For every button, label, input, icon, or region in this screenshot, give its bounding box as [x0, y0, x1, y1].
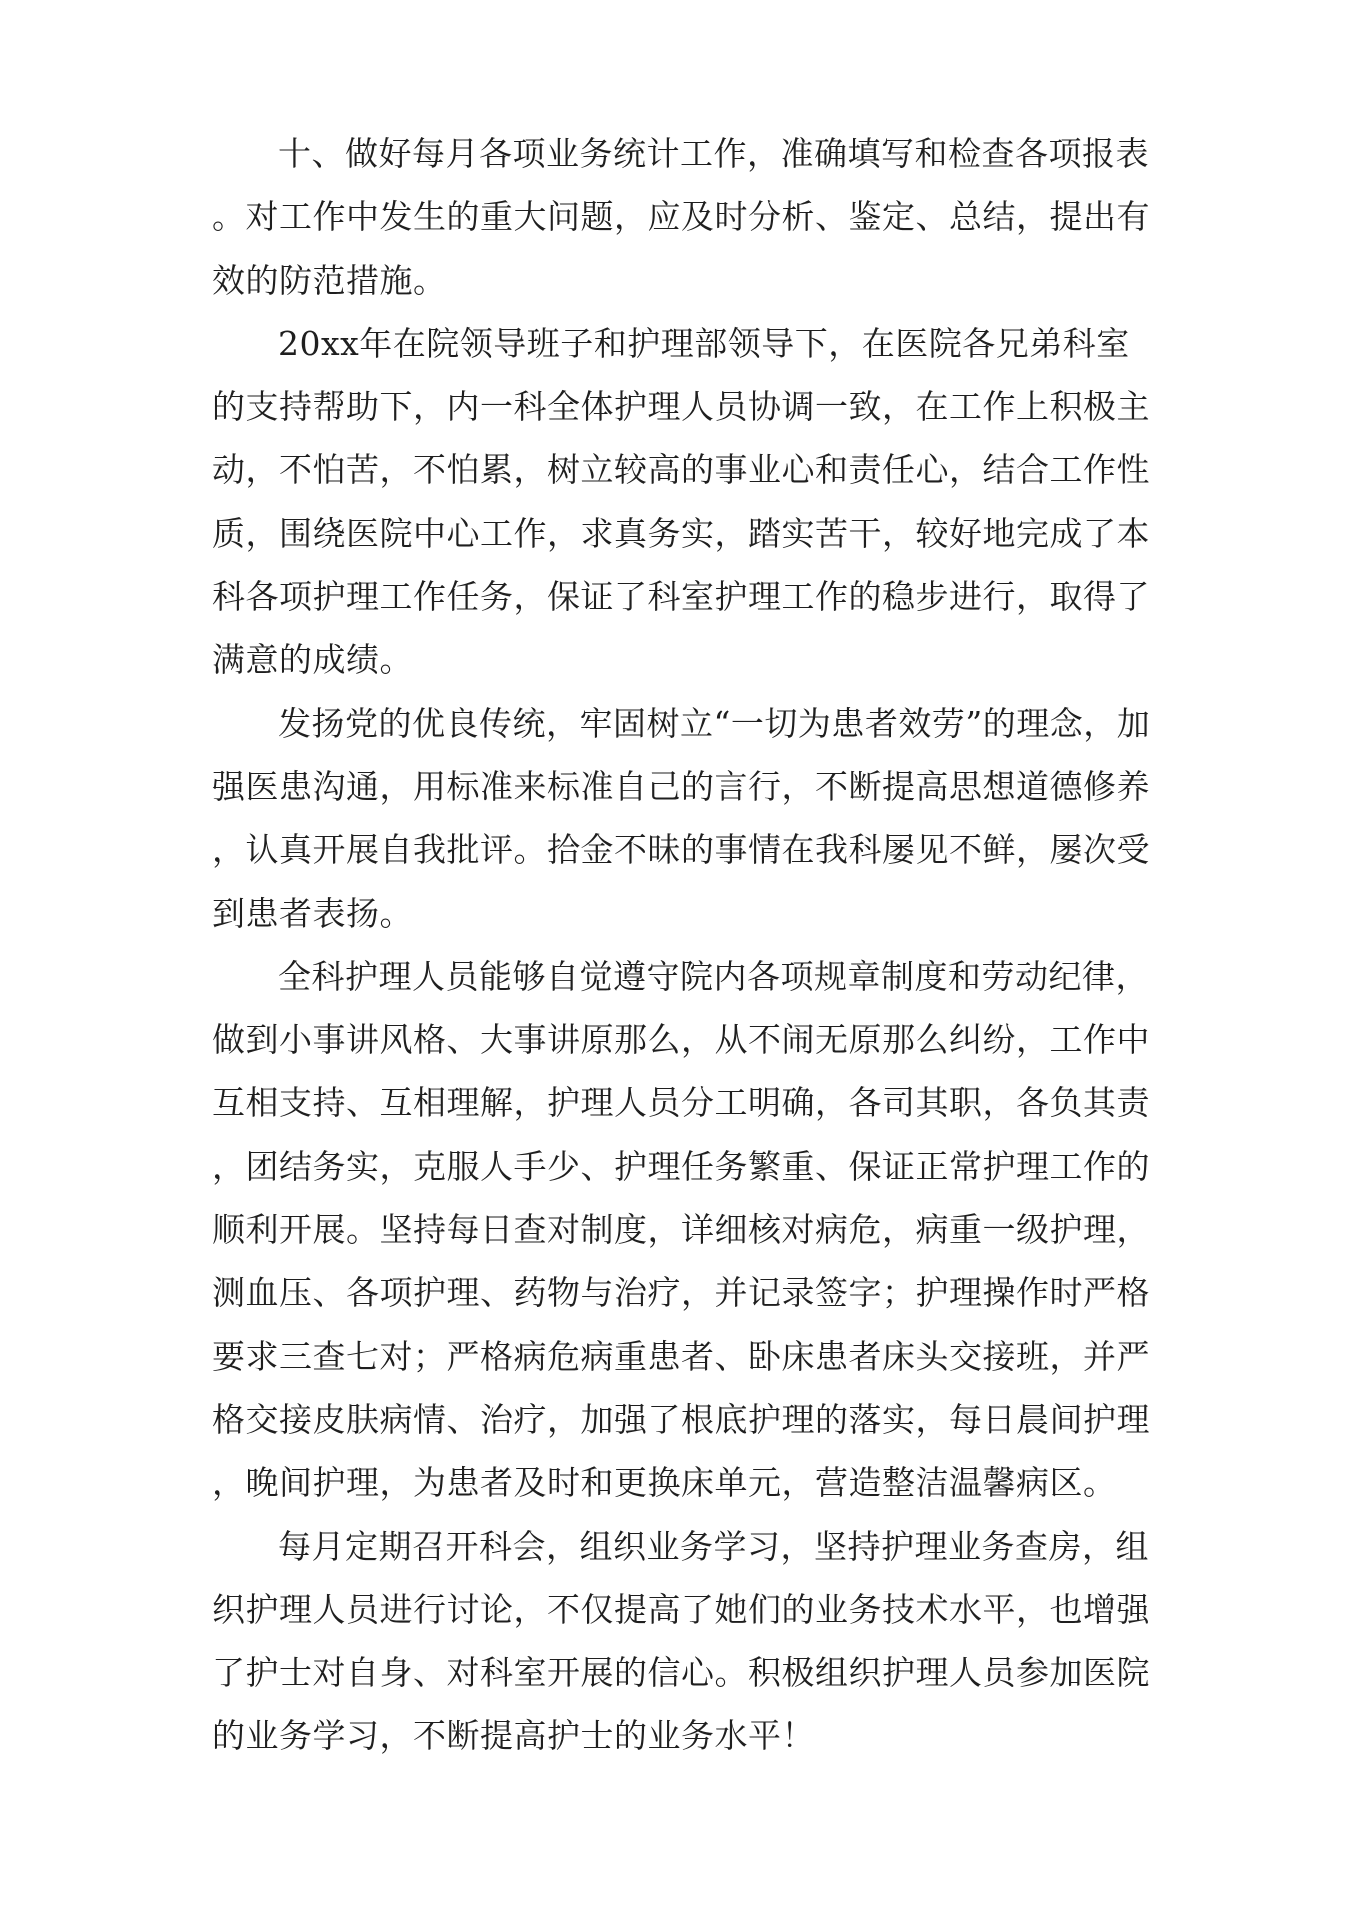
- paragraph-annual-summary: 20xx年在院领导班子和护理部领导下，在医院各兄弟科室的支持帮助下，内一科全体护理人员协调一致，在工作上积极主动，不怕苦，不怕累，树立较高的事业心和责任心，结合工作性质，围绕医院中心工作，求真务实，踏实苦干，较好地完成了本科各项护理工作任务，保证了科室护理工作的稳步进行，取得了满意的成绩。: [212, 323, 1150, 680]
- paragraph-discipline-nursing: 全科护理人员能够自觉遵守院内各项规章制度和劳动纪律，做到小事讲风格、大事讲原那么，从不闹无原那么纠纷，工作中互相支持、互相理解，护理人员分工明确，各司其职，各负其责，团结务实，克服人手少、护理任务繁重、保证正常护理工作的顺利开展。坚持每日查对制度，详细核对病危，病重一级护理，测血压、各项护理、药物与治疗，并记录签字；护理操作时严格要求三查七对；严格病危病重患者、卧床患者床头交接班，并严格交接皮肤病情、治疗，加强了根底护理的落实，每日晨间护理，晚间护理，为患者及时和更换床单元，营造整洁温馨病区。: [212, 956, 1150, 1503]
- document-body: [212, 122, 1162, 1768]
- paragraph-statistics-reports: 十、做好每月各项业务统计工作，准确填写和检查各项报表。对工作中发生的重大问题，应及时分析、鉴定、总结，提出有效的防范措施。: [212, 134, 1150, 300]
- paragraph-service-ethics: 发扬党的优良传统，牢固树立“一切为患者效劳”的理念，加强医患沟通，用标准来标准自己的言行，不断提高思想道德修养，认真开展自我批评。拾金不昧的事情在我科屡见不鲜，屡次受到患者表扬。: [212, 703, 1151, 933]
- paragraph-training-study: 每月定期召开科会，组织业务学习，坚持护理业务查房，组织护理人员进行讨论，不仅提高了她们的业务技术水平，也增强了护士对自身、对科室开展的信心。积极组织护理人员参加医院的业务学习，不断提高护士的业务水平！: [212, 1526, 1150, 1756]
